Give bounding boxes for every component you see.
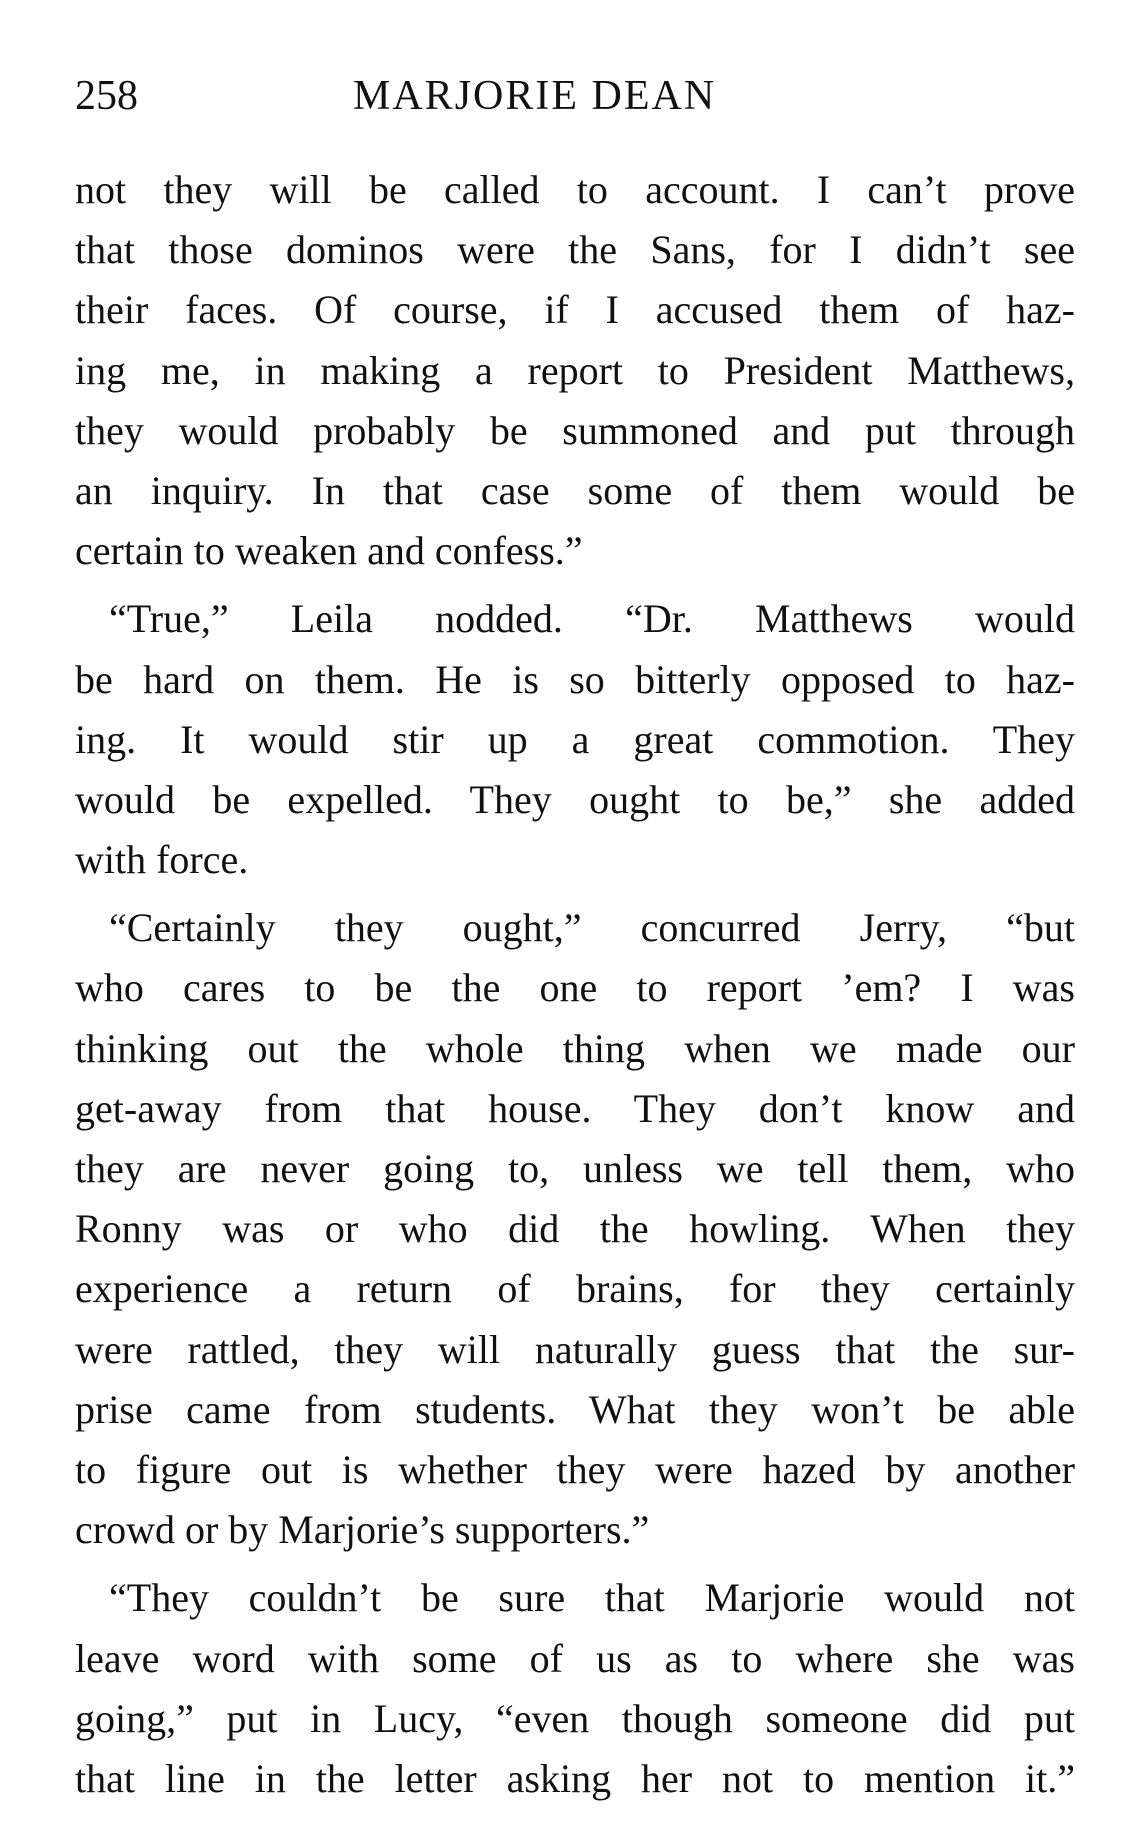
text-line: going,” put in Lucy, “even though someone did put [75, 1695, 1075, 1741]
body-text [75, 160, 1075, 1809]
running-head [75, 66, 1075, 126]
text-line: were rattled, they will naturally guess that the sur- [75, 1326, 1075, 1372]
text-line: they are never going to, unless we tell them, who [75, 1146, 1075, 1191]
paragraph [75, 1568, 1075, 1809]
text-line: their faces. Of course, if I accused them of haz- [75, 287, 1075, 333]
running-title: MARJORIE DEAN [353, 73, 717, 119]
text-line: an inquiry. In that case some of them would be [75, 467, 1075, 513]
text-line: would be expelled. They ought to be,” she added [75, 776, 1075, 822]
text-line: not they will be called to account. I can’t prove [75, 167, 1075, 212]
text-line: that line in the letter asking her not to mention it.” [75, 1755, 1075, 1801]
text-line: “True,” Leila nodded. “Dr. Matthews would [109, 596, 1075, 642]
text-line: ing me, in making a report to President Matthews, [75, 347, 1075, 393]
text-line: Ronny was or who did the howling. When they [75, 1206, 1075, 1252]
page-number: 258 [75, 73, 138, 119]
text-line: ing. It would stir up a great commotion. They [75, 716, 1075, 762]
text-line: that those dominos were the Sans, for I didn’t see [75, 227, 1075, 273]
text-line: experience a return of brains, for they certainly [75, 1266, 1075, 1312]
text-line: be hard on them. He is so bitterly opposed to haz- [75, 656, 1075, 702]
text-line: get-away from that house. They don’t know and [75, 1085, 1075, 1131]
text-line: crowd or by Marjorie’s supporters.” [75, 1507, 650, 1553]
text-line: prise came from students. What they won’t be able [75, 1386, 1075, 1432]
paragraph [75, 589, 1075, 890]
text-line: “They couldn’t be sure that Marjorie would not [109, 1575, 1075, 1621]
text-line: “Certainly they ought,” concurred Jerry, “but [109, 905, 1075, 951]
text-line: they would probably be summoned and put through [75, 407, 1075, 453]
text-line: with force. [75, 837, 249, 883]
text-line: who cares to be the one to report ’em? I was [75, 965, 1075, 1011]
text-line: certain to weaken and confess.” [75, 528, 583, 574]
text-line: thinking out the whole thing when we made our [75, 1025, 1075, 1071]
text-line: to figure out is whether they were hazed by another [75, 1446, 1075, 1492]
text-line: leave word with some of us as to where she was [75, 1635, 1075, 1681]
paragraph [75, 160, 1075, 581]
paragraph [75, 898, 1075, 1560]
